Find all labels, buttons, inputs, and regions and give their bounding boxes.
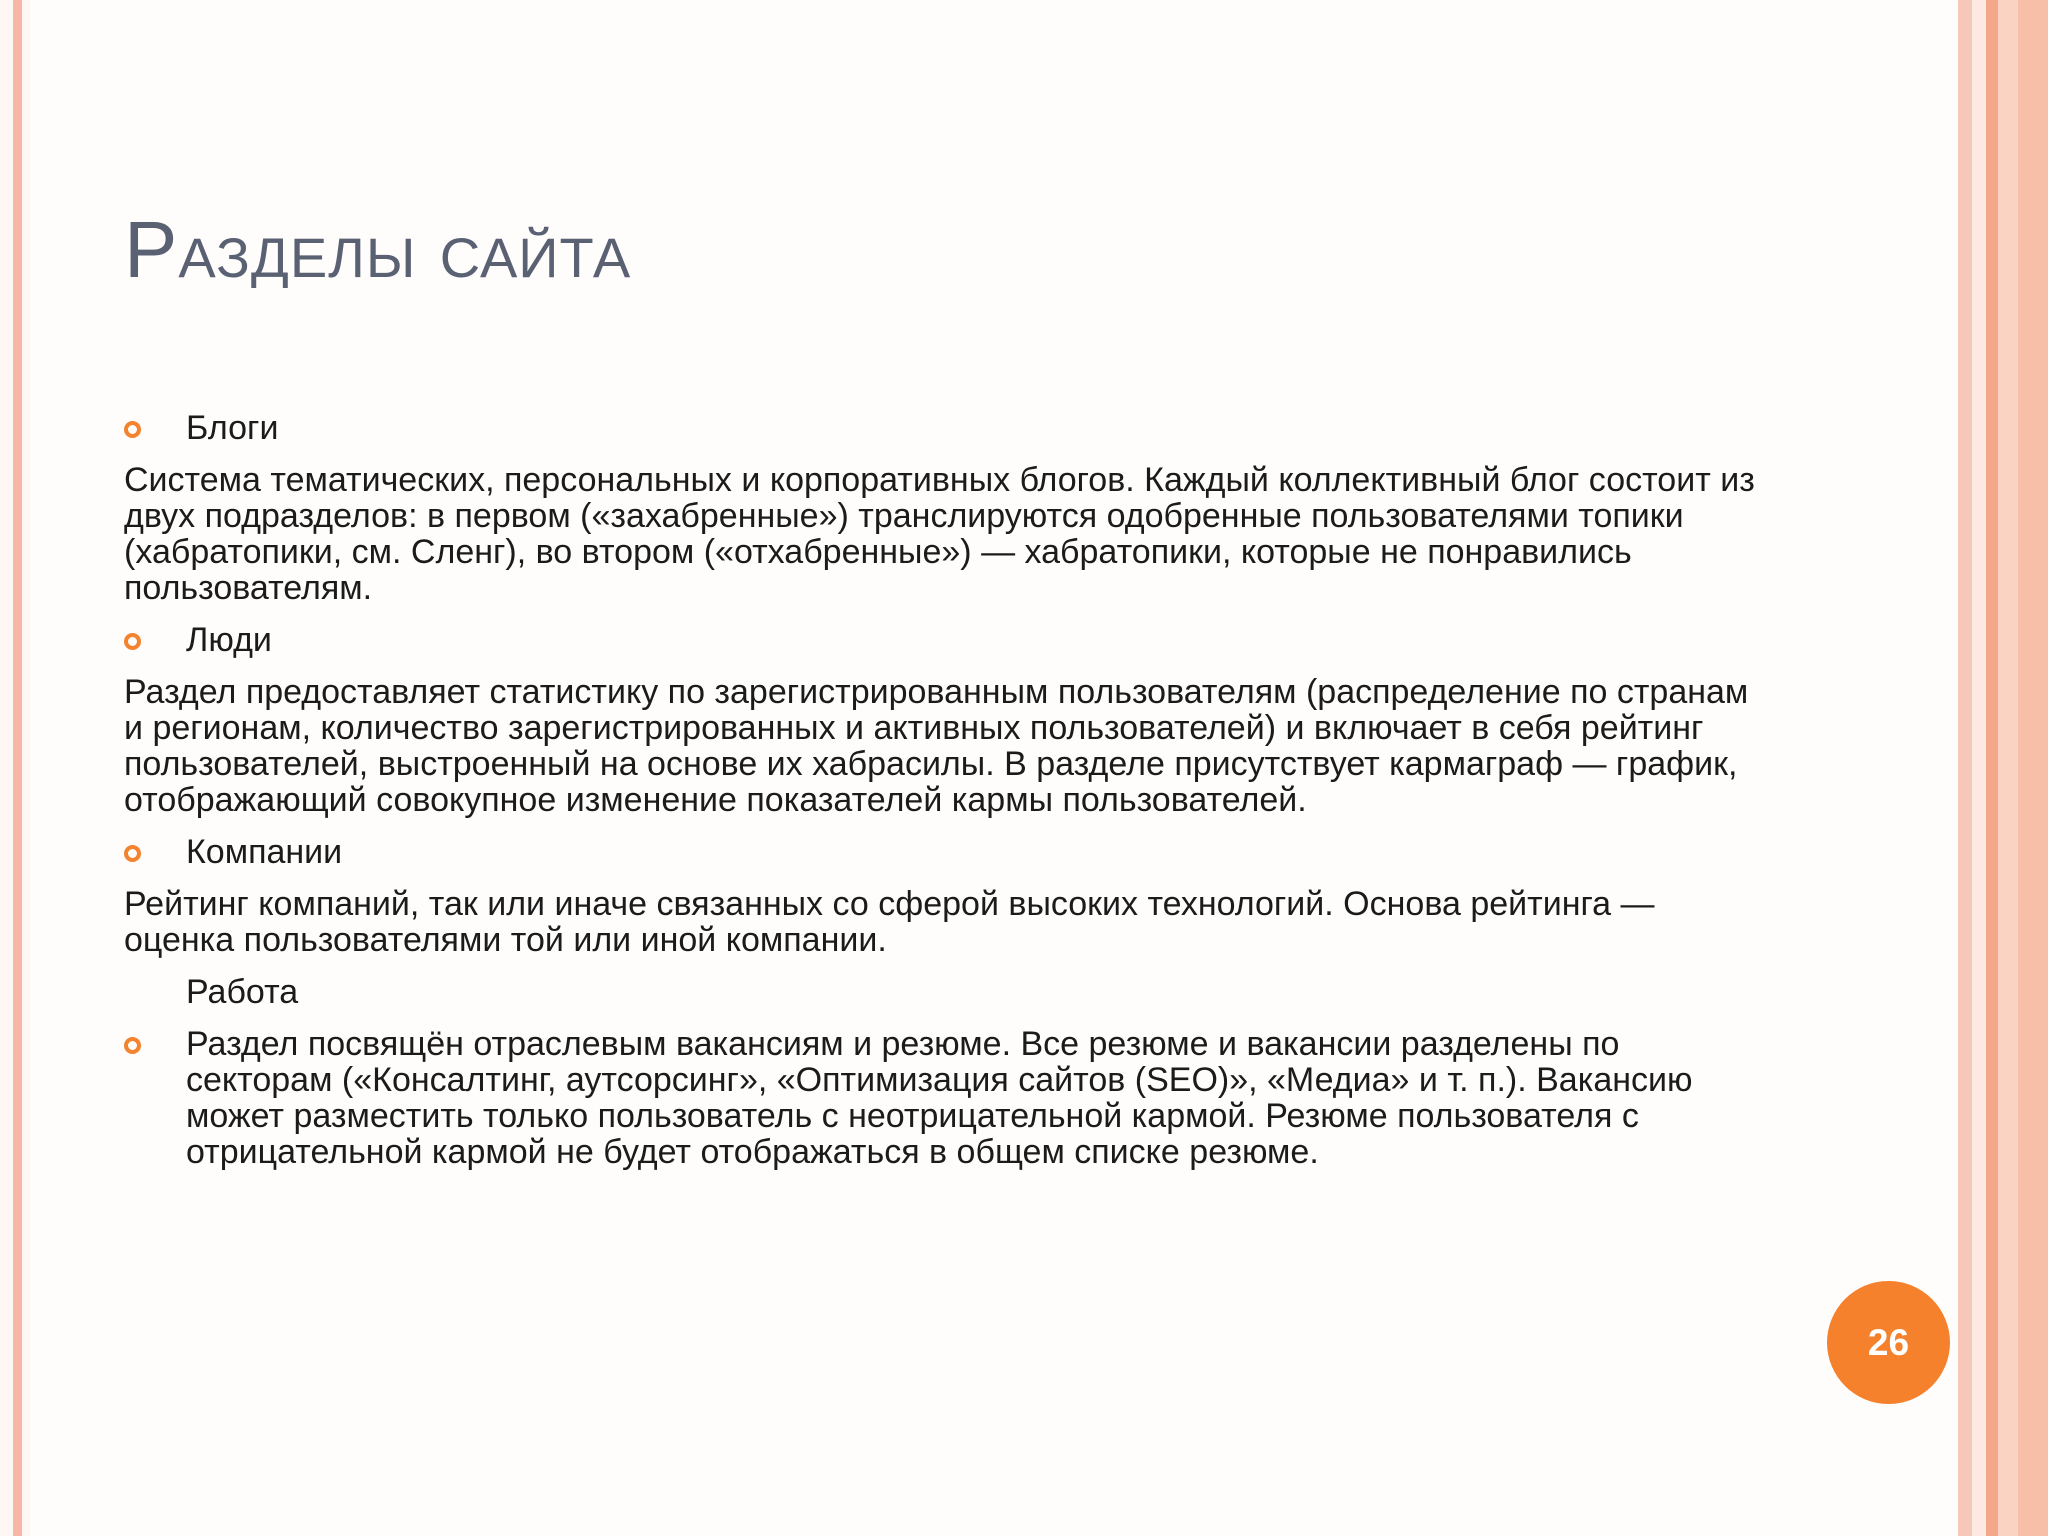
body-paragraph: Раздел предоставляет статистику по зарегистрированным пользователям (распределение по странам и регионам, количество зарегистрированных и активных пользователей) и включает в себя рейтинг пользователей, выстроенный на основе их хабрасилы. В разделе присутствует кармаграф — график, отображающий совокупное изменение показателей кармы пользователей. [124,673,1749,819]
bullet-circle-icon [124,1037,141,1054]
bullet-text: Компании [186,833,343,871]
bullet-text: Люди [186,621,272,659]
right-stripe-decoration [1986,0,1998,1536]
slide-body [124,410,1764,1186]
bullet-item [124,1026,1764,1170]
right-stripe-decoration [1958,0,1972,1536]
bullet-item [124,834,1764,870]
bullet-text: Блоги [186,409,279,447]
slide-title: Разделы сайта [124,205,632,294]
body-paragraph: Рейтинг компаний, так или иначе связанных со сферой высоких технологий. Основа рейтинга — оценка пользователями той или иной компании. [124,885,1655,959]
indented-item [124,974,1764,1010]
bullet-text: Раздел посвящён отраслевым вакансиям и резюме. Все резюме и вакансии разделены по секторам («Консалтинг, аутсорсинг», «Оптимизация сайтов (SEO)», «Медиа» и т. п.). Вакансию может разместить только пользователь с неотрицательной кармой. Резюме пользователя с отрицательной кармой не будет отображаться в общем списке резюме. [186,1025,1693,1171]
left-border-decoration [0,0,30,1536]
indented-text: Работа [186,973,299,1011]
bullet-item [124,622,1764,658]
bullet-item [124,410,1764,446]
bullet-circle-icon [124,421,141,438]
bullet-circle-icon [124,633,141,650]
right-stripe-decoration [2018,0,2048,1536]
right-stripe-decoration [1998,0,2018,1536]
bullet-circle-icon [124,845,141,862]
body-paragraph: Система тематических, персональных и корпоративных блогов. Каждый коллективный блог состоит из двух подразделов: в первом («захабренные») транслируются одобренные пользователями топики (хабратопики, см. Сленг), во втором («отхабренные») — хабратопики, которые не понравились пользователям. [124,461,1755,607]
right-stripe-decoration [1972,0,1986,1536]
page-number-badge: 26 [1827,1281,1950,1404]
